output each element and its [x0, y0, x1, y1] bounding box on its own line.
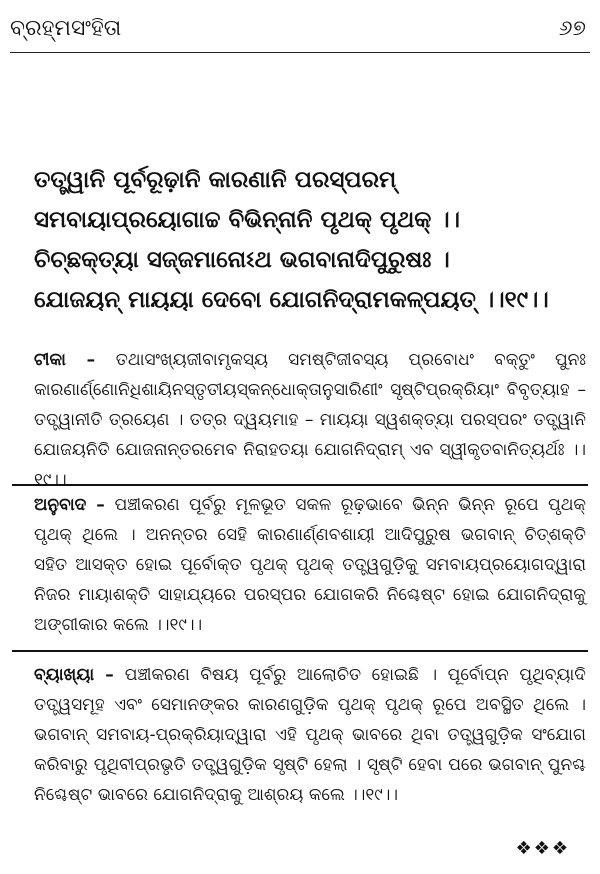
- book-title: ବ୍ରହ୍ମସଂହିତା: [10, 16, 122, 41]
- verse-line-3: ଚିଚ୍ଛକ୍ତ୍ୟା ସଜ୍ଜମାନୋଽଥ ଭଗବାନାଦିପୁରୁଷଃ ।: [34, 247, 450, 273]
- vyakhya-dash: –: [94, 665, 125, 685]
- section-divider: [12, 484, 588, 486]
- anuvada-dash: –: [86, 495, 115, 515]
- anuvada-translation: [34, 490, 586, 640]
- tika-commentary: [34, 345, 586, 495]
- section-divider: [12, 650, 588, 652]
- running-header: [10, 12, 590, 52]
- vyakhya-explanation: [34, 660, 586, 810]
- verse-line-4: ଯୋଜୟନ୍ ମାୟୟା ଦେବୋ ଯୋଗନିଦ୍ରାମକଳ୍ପୟତ୍ ।।୧୯।।: [34, 287, 549, 313]
- sanskrit-verse: [34, 160, 590, 320]
- tika-dash: –: [65, 350, 116, 370]
- anuvada-label: ଅନୁବାଦ: [34, 495, 87, 515]
- verse-line-1: ତତ୍ତ୍ୱାନି ପୂର୍ବରୂଢ଼ାନି କାରଣାନି ପରସ୍ପରମ୍: [34, 167, 397, 193]
- page-number: ୬୭: [558, 16, 586, 41]
- tika-label: ଟୀକା: [34, 350, 66, 370]
- vyakhya-label: ବ୍ୟାଖ୍ୟା: [34, 665, 95, 685]
- verse-line-2: ସମବାୟାପ୍ରୟୋଗାଚ୍ଚ ବିଭିନ୍ନାନି ପୃଥକ୍ ପୃଥକ୍ ।।: [34, 207, 460, 233]
- tika-text: ତଥାସଂଖ୍ୟଜୀବାମୃକସ୍ୟ ସମଷ୍ଟିଜୀବସ୍ୟ ପ୍ରବୋଧଂ ବକ୍ତୁଂ ପୁନଃ କାରଣାର୍ଣ୍ଣୋନିଧିଶାୟିନସ୍ତୃତୀୟସ୍କନ୍ଧୋକ୍ତାନୁସାରିଣୀଂ ସୃଷ୍ଟିପ୍ରକ୍ରିୟାଂ ବିବୃତ୍ୟାହ – ତତ୍ତ୍ୱାନୀତି ତ୍ରୟେଣ । ତତ୍ର ଦ୍ୱୟମାହ – ମାୟୟା ସ୍ୱଶକ୍ତ୍ୟା ପରସ୍ପରଂ ତତ୍ତ୍ୱାନି ଯୋଜୟନିତି ଯୋଜନାନ୍ତରମେବ ନିରାହତୟା ଯୋଗନିଦ୍ରାମ୍ ଏବ ସ୍ୱୀକୃତବାନିତ୍ୟର୍ଥଃ ।।୧୯।।: [34, 350, 586, 490]
- header-rule: [10, 52, 590, 53]
- end-ornament: ❖❖❖: [515, 838, 570, 859]
- vyakhya-text: ପଞ୍ଚୀକରଣ ବିଷୟ ପୂର୍ବରୁ ଆଲୋଚିତ ହୋଇଛି । ପୂର୍ବୋପ୍ନ ପୃଥିବ୍ୟାଦି ତତ୍ତ୍ୱସମୂହ ଏବଂ ସେମାନଙ୍କର କାରଣଗୁଡ଼ିକ ପୃଥକ୍ ପୃଥକ୍ ରୂପେ ଅବସ୍ଥିତ ଥିଲେ । ଭଗବାନ୍ ସମବାୟ-ପ୍ରକ୍ରିୟାଦ୍ୱାରା ଏହି ପୃଥକ୍ ଭାବରେ ଥିବା ତତ୍ତ୍ୱଗୁଡ଼ିକ ସଂଯୋଗ କରିବାରୁ ପୃଥିବୀପ୍ରଭୃତି ତତ୍ତ୍ୱଗୁଡ଼ିକ ସୃଷ୍ଟି ହେଲା । ସୃଷ୍ଟି ହେବା ପରେ ଭଗବାନ୍ ପୁନଶ୍ଚ ନିଶ୍ଚେଷ୍ଟ ଭାବରେ ଯୋଗନିଦ୍ରାକୁ ଆଶ୍ରୟ କଲେ ।।୧୯।।: [34, 665, 586, 805]
- anuvada-text: ପଞ୍ଚୀକରଣ ପୂର୍ବରୁ ମୂଳଭୂତ ସକଳ ରୂଢ଼ଭାବେ ଭିନ୍ନ ଭିନ୍ନ ରୂପେ ପୃଥକ୍ ପୃଥକ୍ ଥିଲେ । ଅନନ୍ତର ସେହି କାରଣାର୍ଣ୍ଣବଶାୟୀ ଆଦିପୁରୁଷ ଭଗବାନ୍ ଚିତ୍‌ଶକ୍ତି ସହିତ ଆସକ୍ତ ହୋଇ ପୂର୍ବୋକ୍ତ ପୃଥକ୍ ପୃଥକ୍ ତତ୍ତ୍ୱଗୁଡ଼ିକୁ ସମବାୟପ୍ରୟୋଗଦ୍ୱାରା ନିଜର ମାୟାଶକ୍ତି ସାହାଯ୍ୟରେ ପରସ୍ପର ଯୋଗକରି ନିଶ୍ଚେଷ୍ଟ ହୋଇ ଯୋଗନିଦ୍ରାକୁ ଅଙ୍ଗୀକାର କଲେ ।।୧୯।।: [34, 495, 586, 635]
